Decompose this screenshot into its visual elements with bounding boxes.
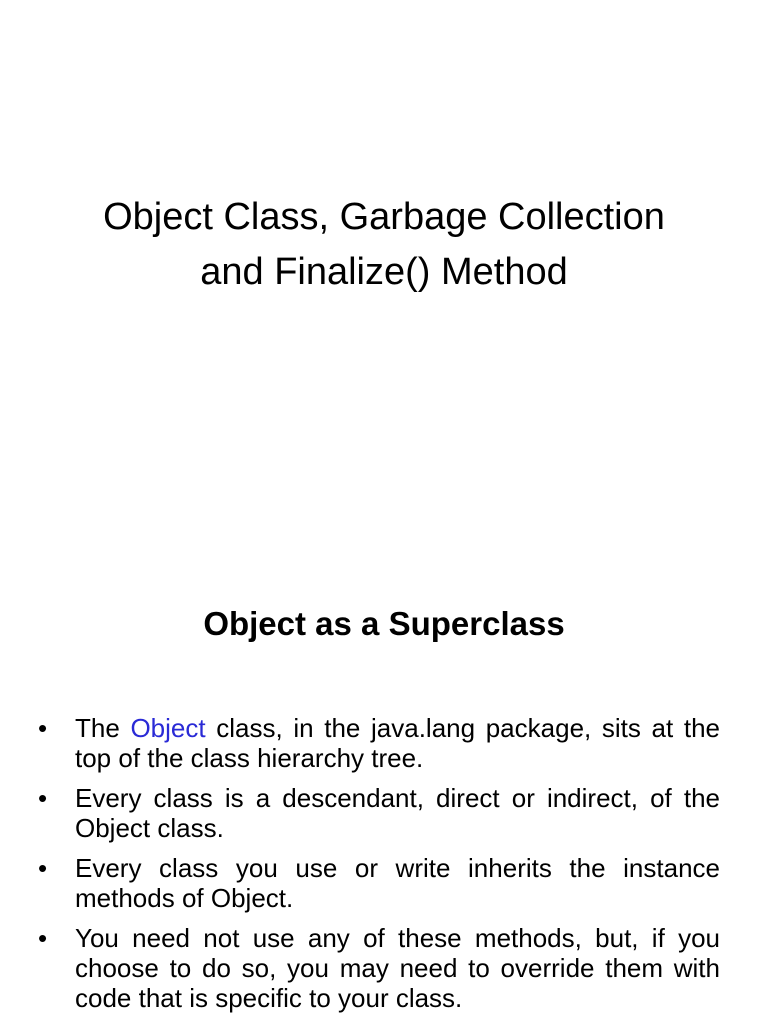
bullet-marker: • — [38, 923, 48, 953]
bullet-item-3 — [38, 853, 720, 913]
title-line-2: and Finalize() Method — [200, 251, 568, 293]
section-heading: Object as a Superclass — [203, 605, 565, 642]
bullet-item-4 — [38, 923, 720, 1013]
title-line-1: Object Class, Garbage Collection — [103, 196, 665, 238]
bullet-text: Every class you use or write inherits the instance methods of Object. — [75, 853, 720, 913]
bullet-text: Every class is a descendant, direct or indirect, of the Object class. — [75, 783, 720, 843]
bullet-text-after: class, in the java.lang package, sits at the top of the class hierarchy tree. — [75, 713, 720, 773]
bullet-marker: • — [38, 783, 48, 813]
slide-title — [0, 190, 768, 300]
bullet-item-2 — [38, 783, 720, 843]
bullet-item-1 — [38, 713, 720, 773]
bullet-marker: • — [38, 853, 48, 883]
bullet-marker: • — [38, 713, 48, 743]
bullet-list — [38, 713, 720, 1023]
bullet-text: You need not use any of these methods, but, if you choose to do so, you may need to override them with code that is specific to your class. — [75, 923, 720, 1013]
object-keyword: Object — [130, 713, 206, 743]
bullet-text-before: The — [75, 713, 131, 743]
